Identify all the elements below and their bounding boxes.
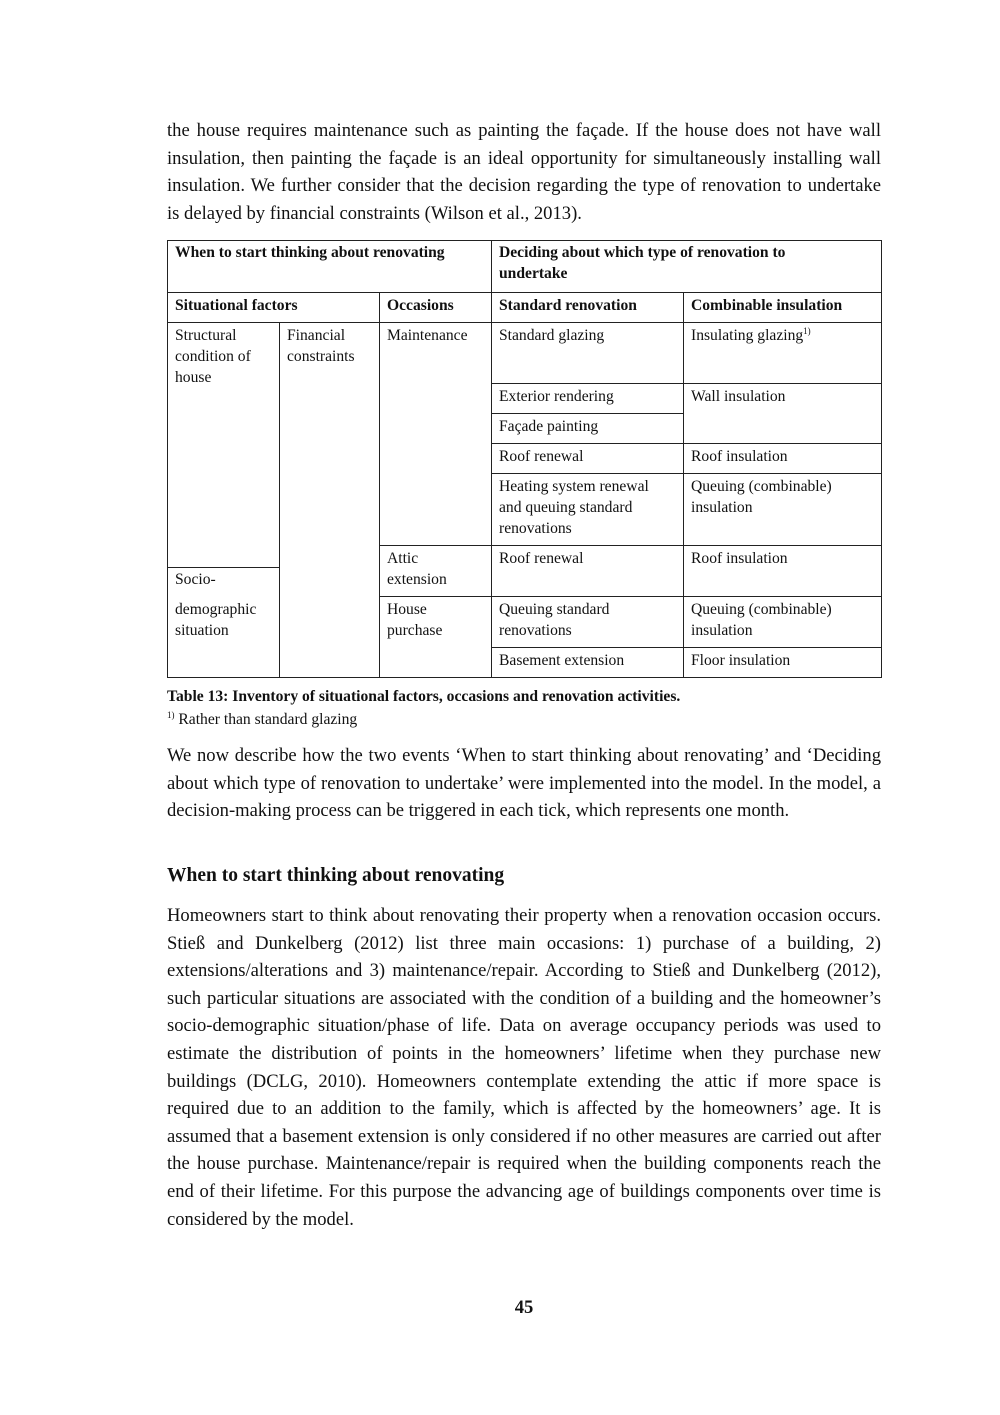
section-heading: When to start thinking about renovating — [167, 865, 505, 886]
cell-socio: Socio- — [175, 571, 216, 588]
header-standard-renovation: Standard renovation — [499, 297, 637, 314]
cell-standard: Heating system renewal and queuing standard renovations — [499, 478, 649, 537]
cell-combinable-text: Insulating glazing — [691, 327, 804, 344]
cell-combinable: Floor insulation — [691, 652, 791, 669]
cell-combinable — [683, 323, 882, 348]
renovation-inventory-table — [167, 240, 882, 678]
table-caption: Table 13: Inventory of situational factors, occasions and renovation activities. — [167, 688, 681, 705]
cell-standard: Roof renewal — [499, 550, 584, 567]
header-occasions: Occasions — [387, 297, 454, 314]
paragraph-implementation: We now describe how the two events ‘When to start thinking about renovating’ and ‘Deciding about which type of renovation to undertake’ were implemented into the model. In the model, a decision-making process can be triggered in each tick, which represents one month. — [167, 745, 881, 822]
cell-financial-constraints: Financial constraints — [287, 327, 355, 365]
header-combinable-insulation: Combinable insulation — [691, 297, 843, 314]
cell-combinable: Queuing (combinable) insulation — [691, 601, 832, 639]
header-situational-factors: Situational factors — [175, 297, 298, 314]
cell-attic-extension: Attic extension — [387, 550, 447, 588]
cell-maintenance: Maintenance — [387, 327, 468, 344]
cell-combinable: Roof insulation — [691, 550, 788, 567]
cell-combinable: Queuing (combinable) insulation — [691, 478, 832, 516]
cell-standard: Basement extension — [499, 652, 625, 669]
cell-standard: Exterior rendering — [499, 388, 614, 405]
paragraph-occasions: Homeowners start to think about renovating their property when a renovation occasion occurs. Stieß and Dunkelberg (2012) list three main occasions: 1) purchase of a building, 2) extensions/alterations and 3) maintenance/repair. According to Stieß and Dunkelberg (2012), such particular situations are associated with the condition of a building and the homeowner’s socio-demographic situation/phase of life. Data on average occupancy periods was used to estimate the distribution of points in the homeowners’ lifetime when they purchase new buildings (DCLG, 2010). Homeowners contemplate extending the attic if more space is required due to an addition to the family, which is affected by the homeowners’ age. It is assumed that a basement extension is only considered if no other measures are carried out after the house purchase. Maintenance/repair is required when the building components reach the end of their lifetime. For this purpose the advancing age of buildings components over time is considered by the model. — [167, 905, 881, 1230]
table-divider — [279, 322, 280, 678]
cell-standard: Roof renewal — [499, 448, 584, 465]
cell-combinable: Wall insulation — [691, 388, 786, 405]
cell-structural-condition: Structural condition of house — [175, 327, 251, 386]
page-number: 45 — [514, 1297, 534, 1318]
header-deciding-type: Deciding about which type of renovation to undertake — [499, 244, 786, 282]
cell-socio-demographic: demographic situation — [175, 601, 257, 639]
footnote-marker: 1) — [167, 710, 175, 720]
header-when-to-start: When to start thinking about renovating — [175, 244, 445, 261]
intro-paragraph: the house requires maintenance such as painting the façade. If the house does not have wall insulation, then painting the façade is an ideal opportunity for simultaneously installing wall insulation. We further consider that the decision regarding the type of renovation to undertake is delayed by financial constraints (Wilson et al., 2013). — [167, 120, 881, 224]
table-footnote — [167, 711, 357, 729]
cell-standard: Standard glazing — [499, 327, 605, 344]
cell-combinable: Roof insulation — [691, 448, 788, 465]
footnote-marker: 1) — [803, 326, 811, 336]
cell-standard: Façade painting — [499, 418, 599, 435]
footnote-text: Rather than standard glazing — [174, 711, 358, 728]
cell-house-purchase: House purchase — [387, 601, 443, 639]
table-border — [167, 677, 882, 678]
cell-standard: Queuing standard renovations — [499, 601, 610, 639]
